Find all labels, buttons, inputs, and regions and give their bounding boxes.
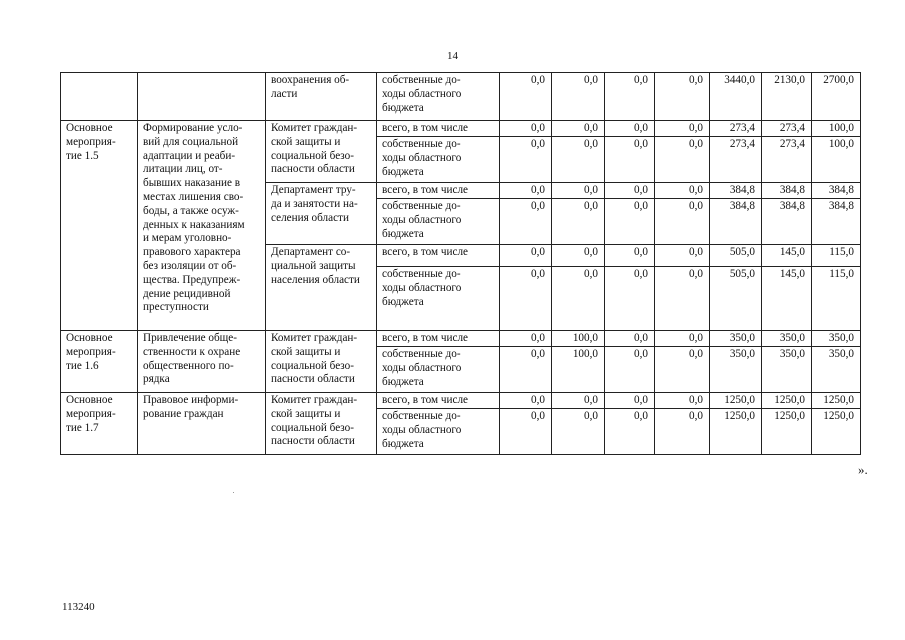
- value-cell: [655, 409, 710, 455]
- page-number: 14: [447, 50, 458, 62]
- value-cell: [552, 347, 605, 393]
- table-row: [61, 73, 861, 121]
- value-cell: [812, 121, 861, 137]
- value-text: 273,4: [729, 122, 755, 134]
- description-cell: Формирование усло- вий для социальной адаптации и реаби- литации лиц, от- бывших наказание в местах лишения сво- боды, а также осуж- денных к наказаниям и мерам уголовно- правового характера без изоляции от об- щества. Предупреж- дение рецидивной преступности: [138, 121, 266, 331]
- value-cell: [500, 199, 552, 245]
- value-text: 0,0: [634, 122, 648, 134]
- value-cell: [655, 73, 710, 121]
- value-text: 0,0: [634, 394, 648, 406]
- description-cell: [138, 73, 266, 121]
- value-cell: [500, 183, 552, 199]
- value-cell: [552, 73, 605, 121]
- value-text: 384,8: [779, 200, 805, 212]
- value-cell: [500, 409, 552, 455]
- value-text: 0,0: [634, 184, 648, 196]
- description-cell: Привлечение обще- ственности к охране общественного по- рядка: [138, 331, 266, 393]
- value-cell: [552, 409, 605, 455]
- value-cell: [710, 73, 762, 121]
- value-text: 0,0: [531, 332, 545, 344]
- value-text: 0,0: [689, 138, 703, 150]
- value-cell: [812, 393, 861, 409]
- value-text: 0,0: [634, 332, 648, 344]
- value-text: 100,0: [828, 122, 854, 134]
- value-text: 0,0: [531, 246, 545, 258]
- executor-cell: Департамент со- циальной защиты населения области: [266, 245, 377, 331]
- value-text: 0,0: [689, 246, 703, 258]
- value-cell: [605, 121, 655, 137]
- description-cell: Правовое информи- рование граждан: [138, 393, 266, 455]
- event-cell: Основное мероприя- тие 1.6: [61, 331, 138, 393]
- value-text: 0,0: [689, 122, 703, 134]
- value-text: 1250,0: [823, 410, 854, 422]
- value-text: 0,0: [584, 268, 598, 280]
- executor-cell: Департамент тру- да и занятости на- селения области: [266, 183, 377, 245]
- value-cell: [552, 121, 605, 137]
- value-text: 0,0: [634, 348, 648, 360]
- value-cell: [655, 267, 710, 331]
- source-cell: всего, в том числе: [377, 245, 500, 267]
- value-cell: [762, 267, 812, 331]
- value-cell: [552, 183, 605, 199]
- value-cell: [710, 199, 762, 245]
- value-cell: [655, 199, 710, 245]
- value-text: 0,0: [531, 138, 545, 150]
- value-text: 0,0: [531, 200, 545, 212]
- value-cell: [500, 121, 552, 137]
- value-cell: [710, 245, 762, 267]
- value-text: 350,0: [779, 348, 805, 360]
- event-cell: Основное мероприя- тие 1.7: [61, 393, 138, 455]
- value-text: 0,0: [634, 410, 648, 422]
- source-cell: собственные до- ходы областного бюджета: [377, 409, 500, 455]
- value-text: 0,0: [689, 184, 703, 196]
- value-text: 350,0: [828, 332, 854, 344]
- value-text: 0,0: [584, 74, 598, 86]
- value-cell: [655, 393, 710, 409]
- source-cell: собственные до- ходы областного бюджета: [377, 267, 500, 331]
- executor-cell: Комитет граждан- ской защиты и социальной безо- пасности области: [266, 331, 377, 393]
- value-cell: [762, 347, 812, 393]
- value-text: 0,0: [689, 332, 703, 344]
- value-text: 350,0: [729, 348, 755, 360]
- value-text: 350,0: [729, 332, 755, 344]
- value-cell: [552, 137, 605, 183]
- value-text: 0,0: [689, 200, 703, 212]
- value-cell: [812, 267, 861, 331]
- value-text: 0,0: [531, 348, 545, 360]
- table-row: [61, 331, 861, 347]
- source-cell: всего, в том числе: [377, 121, 500, 137]
- value-text: 0,0: [531, 410, 545, 422]
- value-cell: [655, 331, 710, 347]
- executor-cell: Комитет граждан- ской защиты и социальной безо- пасности области: [266, 121, 377, 183]
- value-text: 0,0: [584, 410, 598, 422]
- value-text: 0,0: [531, 122, 545, 134]
- value-text: 100,0: [572, 348, 598, 360]
- value-text: 0,0: [531, 268, 545, 280]
- value-cell: [605, 409, 655, 455]
- value-text: 0,0: [634, 246, 648, 258]
- value-cell: [710, 137, 762, 183]
- footer-code: 113240: [62, 601, 95, 613]
- value-cell: [710, 183, 762, 199]
- value-cell: [762, 137, 812, 183]
- value-cell: [762, 393, 812, 409]
- value-cell: [812, 347, 861, 393]
- source-cell: всего, в том числе: [377, 393, 500, 409]
- value-text: 0,0: [634, 268, 648, 280]
- value-text: 0,0: [584, 122, 598, 134]
- value-cell: [500, 137, 552, 183]
- value-text: 505,0: [729, 268, 755, 280]
- value-cell: [655, 245, 710, 267]
- value-text: 0,0: [584, 184, 598, 196]
- value-cell: [710, 409, 762, 455]
- value-text: 115,0: [829, 246, 854, 258]
- value-cell: [710, 267, 762, 331]
- value-text: 384,8: [729, 184, 755, 196]
- value-cell: [500, 331, 552, 347]
- value-cell: [605, 199, 655, 245]
- value-text: 0,0: [584, 246, 598, 258]
- value-cell: [552, 393, 605, 409]
- value-cell: [605, 267, 655, 331]
- value-cell: [552, 331, 605, 347]
- executor-cell: воохранения об- ласти: [266, 73, 377, 121]
- value-text: 0,0: [584, 200, 598, 212]
- value-cell: [500, 267, 552, 331]
- value-cell: [655, 137, 710, 183]
- closing-quote: ».: [858, 462, 868, 477]
- scan-speck: [233, 492, 234, 493]
- source-cell: собственные до- ходы областного бюджета: [377, 137, 500, 183]
- value-cell: [812, 183, 861, 199]
- event-cell: Основное мероприя- тие 1.5: [61, 121, 138, 331]
- value-cell: [812, 245, 861, 267]
- value-text: 384,8: [779, 184, 805, 196]
- value-cell: [812, 73, 861, 121]
- value-cell: [812, 409, 861, 455]
- value-text: 350,0: [779, 332, 805, 344]
- source-cell: собственные до- ходы областного бюджета: [377, 73, 500, 121]
- table-row: [61, 121, 861, 137]
- value-cell: [605, 393, 655, 409]
- value-cell: [500, 393, 552, 409]
- value-text: 350,0: [828, 348, 854, 360]
- value-text: 1250,0: [823, 394, 854, 406]
- value-cell: [655, 347, 710, 393]
- value-text: 0,0: [689, 74, 703, 86]
- value-text: 273,4: [779, 138, 805, 150]
- value-cell: [762, 183, 812, 199]
- value-cell: [655, 121, 710, 137]
- budget-table: [60, 72, 861, 455]
- value-text: 384,8: [828, 200, 854, 212]
- value-text: 0,0: [531, 394, 545, 406]
- value-cell: [552, 267, 605, 331]
- value-cell: [500, 73, 552, 121]
- value-cell: [762, 199, 812, 245]
- value-text: 0,0: [689, 410, 703, 422]
- value-cell: [605, 183, 655, 199]
- value-cell: [552, 245, 605, 267]
- event-cell: [61, 73, 138, 121]
- value-text: 505,0: [729, 246, 755, 258]
- value-cell: [500, 245, 552, 267]
- value-text: 384,8: [828, 184, 854, 196]
- value-text: 100,0: [828, 138, 854, 150]
- value-cell: [710, 393, 762, 409]
- value-cell: [812, 331, 861, 347]
- value-text: 0,0: [689, 348, 703, 360]
- value-text: 2130,0: [774, 74, 805, 86]
- value-text: 0,0: [634, 74, 648, 86]
- value-text: 0,0: [531, 74, 545, 86]
- value-text: 2700,0: [823, 74, 854, 86]
- source-cell: собственные до- ходы областного бюджета: [377, 199, 500, 245]
- value-text: 0,0: [634, 138, 648, 150]
- value-cell: [812, 137, 861, 183]
- value-text: 0,0: [634, 200, 648, 212]
- executor-cell: Комитет граждан- ской защиты и социальной безо- пасности области: [266, 393, 377, 455]
- value-cell: [762, 73, 812, 121]
- value-cell: [762, 331, 812, 347]
- value-cell: [762, 409, 812, 455]
- value-text: 1250,0: [774, 410, 805, 422]
- value-cell: [500, 347, 552, 393]
- value-text: 384,8: [729, 200, 755, 212]
- value-text: 0,0: [584, 138, 598, 150]
- value-cell: [710, 121, 762, 137]
- value-text: 0,0: [531, 184, 545, 196]
- value-text: 0,0: [689, 394, 703, 406]
- value-cell: [762, 245, 812, 267]
- value-cell: [605, 331, 655, 347]
- value-cell: [710, 331, 762, 347]
- value-text: 0,0: [584, 394, 598, 406]
- value-text: 145,0: [779, 268, 805, 280]
- value-text: 1250,0: [724, 394, 755, 406]
- value-text: 273,4: [779, 122, 805, 134]
- value-cell: [655, 183, 710, 199]
- value-text: 1250,0: [724, 410, 755, 422]
- value-cell: [605, 137, 655, 183]
- value-cell: [762, 121, 812, 137]
- value-cell: [605, 73, 655, 121]
- value-text: 0,0: [689, 268, 703, 280]
- value-text: 3440,0: [724, 74, 755, 86]
- source-cell: всего, в том числе: [377, 331, 500, 347]
- value-cell: [710, 347, 762, 393]
- value-cell: [605, 245, 655, 267]
- source-cell: собственные до- ходы областного бюджета: [377, 347, 500, 393]
- value-cell: [605, 347, 655, 393]
- value-text: 1250,0: [774, 394, 805, 406]
- value-text: 273,4: [729, 138, 755, 150]
- table-row: [61, 393, 861, 409]
- value-cell: [812, 199, 861, 245]
- value-text: 115,0: [829, 268, 854, 280]
- source-cell: всего, в том числе: [377, 183, 500, 199]
- value-text: 145,0: [779, 246, 805, 258]
- value-cell: [552, 199, 605, 245]
- value-text: 100,0: [572, 332, 598, 344]
